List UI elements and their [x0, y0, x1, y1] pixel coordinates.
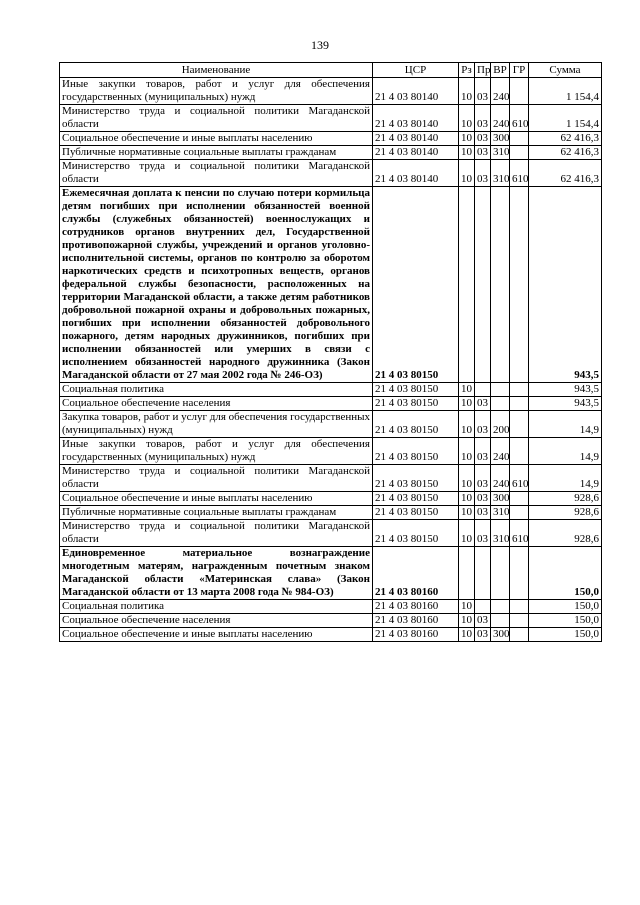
cell-csr: 21 4 03 80150 [373, 492, 459, 506]
cell-vr: 300 [491, 492, 510, 506]
cell-name: Единовременное материальное вознаграждение многодетным матерям, награжденным почетным знаком Магаданской области «Материнская слава» (Закон Магаданской области от 13 марта 2008 года № 984-ОЗ) [60, 547, 373, 600]
cell-pr: 03 [475, 492, 491, 506]
cell-pr [475, 383, 491, 397]
cell-name: Социальное обеспечение и иные выплаты населению [60, 492, 373, 506]
cell-vr [491, 600, 510, 614]
cell-vr: 240 [491, 78, 510, 105]
cell-pr: 03 [475, 520, 491, 547]
table-row [60, 465, 602, 492]
cell-rz: 10 [459, 628, 475, 642]
cell-rz: 10 [459, 520, 475, 547]
cell-gr [510, 132, 529, 146]
header-rz: Рз [459, 63, 475, 78]
cell-csr: 21 4 03 80140 [373, 78, 459, 105]
cell-gr [510, 547, 529, 600]
cell-gr: 610 [510, 465, 529, 492]
cell-csr: 21 4 03 80160 [373, 600, 459, 614]
table-row [60, 506, 602, 520]
cell-sum: 943,5 [529, 383, 602, 397]
table-row [60, 492, 602, 506]
cell-pr: 03 [475, 411, 491, 438]
cell-vr: 300 [491, 628, 510, 642]
cell-name: Министерство труда и социальной политики Магаданской области [60, 160, 373, 187]
cell-rz: 10 [459, 160, 475, 187]
cell-name: Социальная политика [60, 383, 373, 397]
cell-gr [510, 614, 529, 628]
cell-csr: 21 4 03 80140 [373, 105, 459, 132]
cell-gr [510, 146, 529, 160]
table-row [60, 78, 602, 105]
cell-gr: 610 [510, 160, 529, 187]
cell-csr: 21 4 03 80160 [373, 614, 459, 628]
cell-sum: 14,9 [529, 438, 602, 465]
table-body [60, 78, 602, 642]
cell-csr: 21 4 03 80140 [373, 160, 459, 187]
cell-name: Социальное обеспечение населения [60, 614, 373, 628]
cell-csr: 21 4 03 80150 [373, 187, 459, 383]
cell-csr: 21 4 03 80150 [373, 383, 459, 397]
cell-pr: 03 [475, 614, 491, 628]
cell-rz: 10 [459, 492, 475, 506]
cell-vr: 310 [491, 506, 510, 520]
cell-csr: 21 4 03 80150 [373, 520, 459, 547]
cell-gr [510, 438, 529, 465]
cell-vr: 240 [491, 105, 510, 132]
cell-sum: 14,9 [529, 411, 602, 438]
cell-vr [491, 397, 510, 411]
cell-rz: 10 [459, 600, 475, 614]
cell-gr [510, 383, 529, 397]
cell-vr [491, 614, 510, 628]
cell-name: Иные закупки товаров, работ и услуг для обеспечения государственных (муниципальных) нужд [60, 438, 373, 465]
cell-pr: 03 [475, 397, 491, 411]
cell-rz [459, 547, 475, 600]
table-row [60, 146, 602, 160]
cell-name: Ежемесячная доплата к пенсии по случаю потери кормильца детям погибших при исполнении обязанностей военной службы (служебных обязанностей) военнослужащих и сотрудников органов внутренних дел, Государственной противопожарной службы, учреждений и органов уголовно-исполнительной системы, органов по контролю за оборотом наркотических средств и психотропных веществ, органов федеральной службы безопасности, расположенных на территории Магаданской области, а также детям работников добровольной пожарной охраны и добровольных пожарных, погибших при исполнении обязанностей добровольного пожарного, детям народных дружинников, погибших при исполнении обязанностей или умерших в связи с исполнением обязанностей народного дружинника (Закон Магаданской области от 27 мая 2002 года № 246-ОЗ) [60, 187, 373, 383]
cell-pr [475, 600, 491, 614]
cell-rz: 10 [459, 383, 475, 397]
cell-gr [510, 600, 529, 614]
table-row [60, 383, 602, 397]
cell-gr: 610 [510, 520, 529, 547]
cell-csr: 21 4 03 80150 [373, 411, 459, 438]
cell-sum: 150,0 [529, 628, 602, 642]
table-row [60, 105, 602, 132]
cell-name: Публичные нормативные социальные выплаты гражданам [60, 146, 373, 160]
cell-rz: 10 [459, 146, 475, 160]
cell-sum: 62 416,3 [529, 160, 602, 187]
cell-pr [475, 187, 491, 383]
cell-sum: 1 154,4 [529, 105, 602, 132]
cell-sum: 62 416,3 [529, 132, 602, 146]
cell-name: Социальное обеспечение и иные выплаты населению [60, 628, 373, 642]
cell-name: Социальная политика [60, 600, 373, 614]
cell-rz: 10 [459, 438, 475, 465]
cell-name: Социальное обеспечение и иные выплаты населению [60, 132, 373, 146]
cell-csr: 21 4 03 80150 [373, 506, 459, 520]
cell-sum: 150,0 [529, 547, 602, 600]
cell-sum: 928,6 [529, 520, 602, 547]
cell-csr: 21 4 03 80150 [373, 438, 459, 465]
cell-rz: 10 [459, 614, 475, 628]
cell-name: Закупка товаров, работ и услуг для обеспечения государственных (муниципальных) нужд [60, 411, 373, 438]
budget-table [59, 62, 602, 642]
cell-name: Публичные нормативные социальные выплаты гражданам [60, 506, 373, 520]
cell-vr: 310 [491, 160, 510, 187]
cell-sum: 62 416,3 [529, 146, 602, 160]
cell-gr [510, 397, 529, 411]
cell-pr: 03 [475, 465, 491, 492]
header-gr: ГР [510, 63, 529, 78]
cell-gr [510, 187, 529, 383]
cell-pr: 03 [475, 506, 491, 520]
cell-name: Министерство труда и социальной политики Магаданской области [60, 520, 373, 547]
cell-vr [491, 547, 510, 600]
cell-rz: 10 [459, 105, 475, 132]
cell-csr: 21 4 03 80150 [373, 465, 459, 492]
cell-name: Иные закупки товаров, работ и услуг для обеспечения государственных (муниципальных) нужд [60, 78, 373, 105]
cell-gr: 610 [510, 105, 529, 132]
cell-name: Министерство труда и социальной политики Магаданской области [60, 465, 373, 492]
page-number: 139 [311, 38, 329, 52]
cell-sum: 943,5 [529, 187, 602, 383]
cell-vr: 300 [491, 132, 510, 146]
cell-vr: 310 [491, 146, 510, 160]
cell-rz: 10 [459, 411, 475, 438]
cell-sum: 14,9 [529, 465, 602, 492]
table-row [60, 160, 602, 187]
cell-pr [475, 547, 491, 600]
table-row [60, 614, 602, 628]
table-row [60, 397, 602, 411]
cell-sum: 943,5 [529, 397, 602, 411]
table-row [60, 520, 602, 547]
table-row [60, 547, 602, 600]
header-pr: Пр [475, 63, 491, 78]
cell-csr: 21 4 03 80140 [373, 132, 459, 146]
cell-vr: 240 [491, 438, 510, 465]
table-row [60, 628, 602, 642]
header-csr: ЦСР [373, 63, 459, 78]
cell-gr [510, 411, 529, 438]
cell-rz: 10 [459, 465, 475, 492]
cell-rz [459, 187, 475, 383]
cell-csr: 21 4 03 80160 [373, 628, 459, 642]
cell-gr [510, 628, 529, 642]
table-row [60, 600, 602, 614]
cell-rz: 10 [459, 132, 475, 146]
cell-pr: 03 [475, 146, 491, 160]
cell-rz: 10 [459, 78, 475, 105]
table-row [60, 411, 602, 438]
header-vr: ВР [491, 63, 510, 78]
cell-gr [510, 492, 529, 506]
cell-csr: 21 4 03 80160 [373, 547, 459, 600]
table-row [60, 132, 602, 146]
cell-rz: 10 [459, 506, 475, 520]
table-row [60, 187, 602, 383]
cell-gr [510, 78, 529, 105]
header-name: Наименование [60, 63, 373, 78]
cell-vr [491, 187, 510, 383]
cell-name: Министерство труда и социальной политики Магаданской области [60, 105, 373, 132]
cell-sum: 1 154,4 [529, 78, 602, 105]
cell-csr: 21 4 03 80150 [373, 397, 459, 411]
cell-sum: 150,0 [529, 614, 602, 628]
cell-gr [510, 506, 529, 520]
cell-sum: 928,6 [529, 492, 602, 506]
cell-vr: 200 [491, 411, 510, 438]
table-row [60, 438, 602, 465]
cell-pr: 03 [475, 78, 491, 105]
cell-rz: 10 [459, 397, 475, 411]
cell-pr: 03 [475, 160, 491, 187]
cell-pr: 03 [475, 438, 491, 465]
cell-name: Социальное обеспечение населения [60, 397, 373, 411]
table-header-row [60, 63, 602, 78]
cell-sum: 928,6 [529, 506, 602, 520]
cell-csr: 21 4 03 80140 [373, 146, 459, 160]
cell-vr: 240 [491, 465, 510, 492]
cell-vr: 310 [491, 520, 510, 547]
cell-pr: 03 [475, 105, 491, 132]
cell-pr: 03 [475, 628, 491, 642]
header-sum: Сумма [529, 63, 602, 78]
cell-sum: 150,0 [529, 600, 602, 614]
cell-vr [491, 383, 510, 397]
cell-pr: 03 [475, 132, 491, 146]
